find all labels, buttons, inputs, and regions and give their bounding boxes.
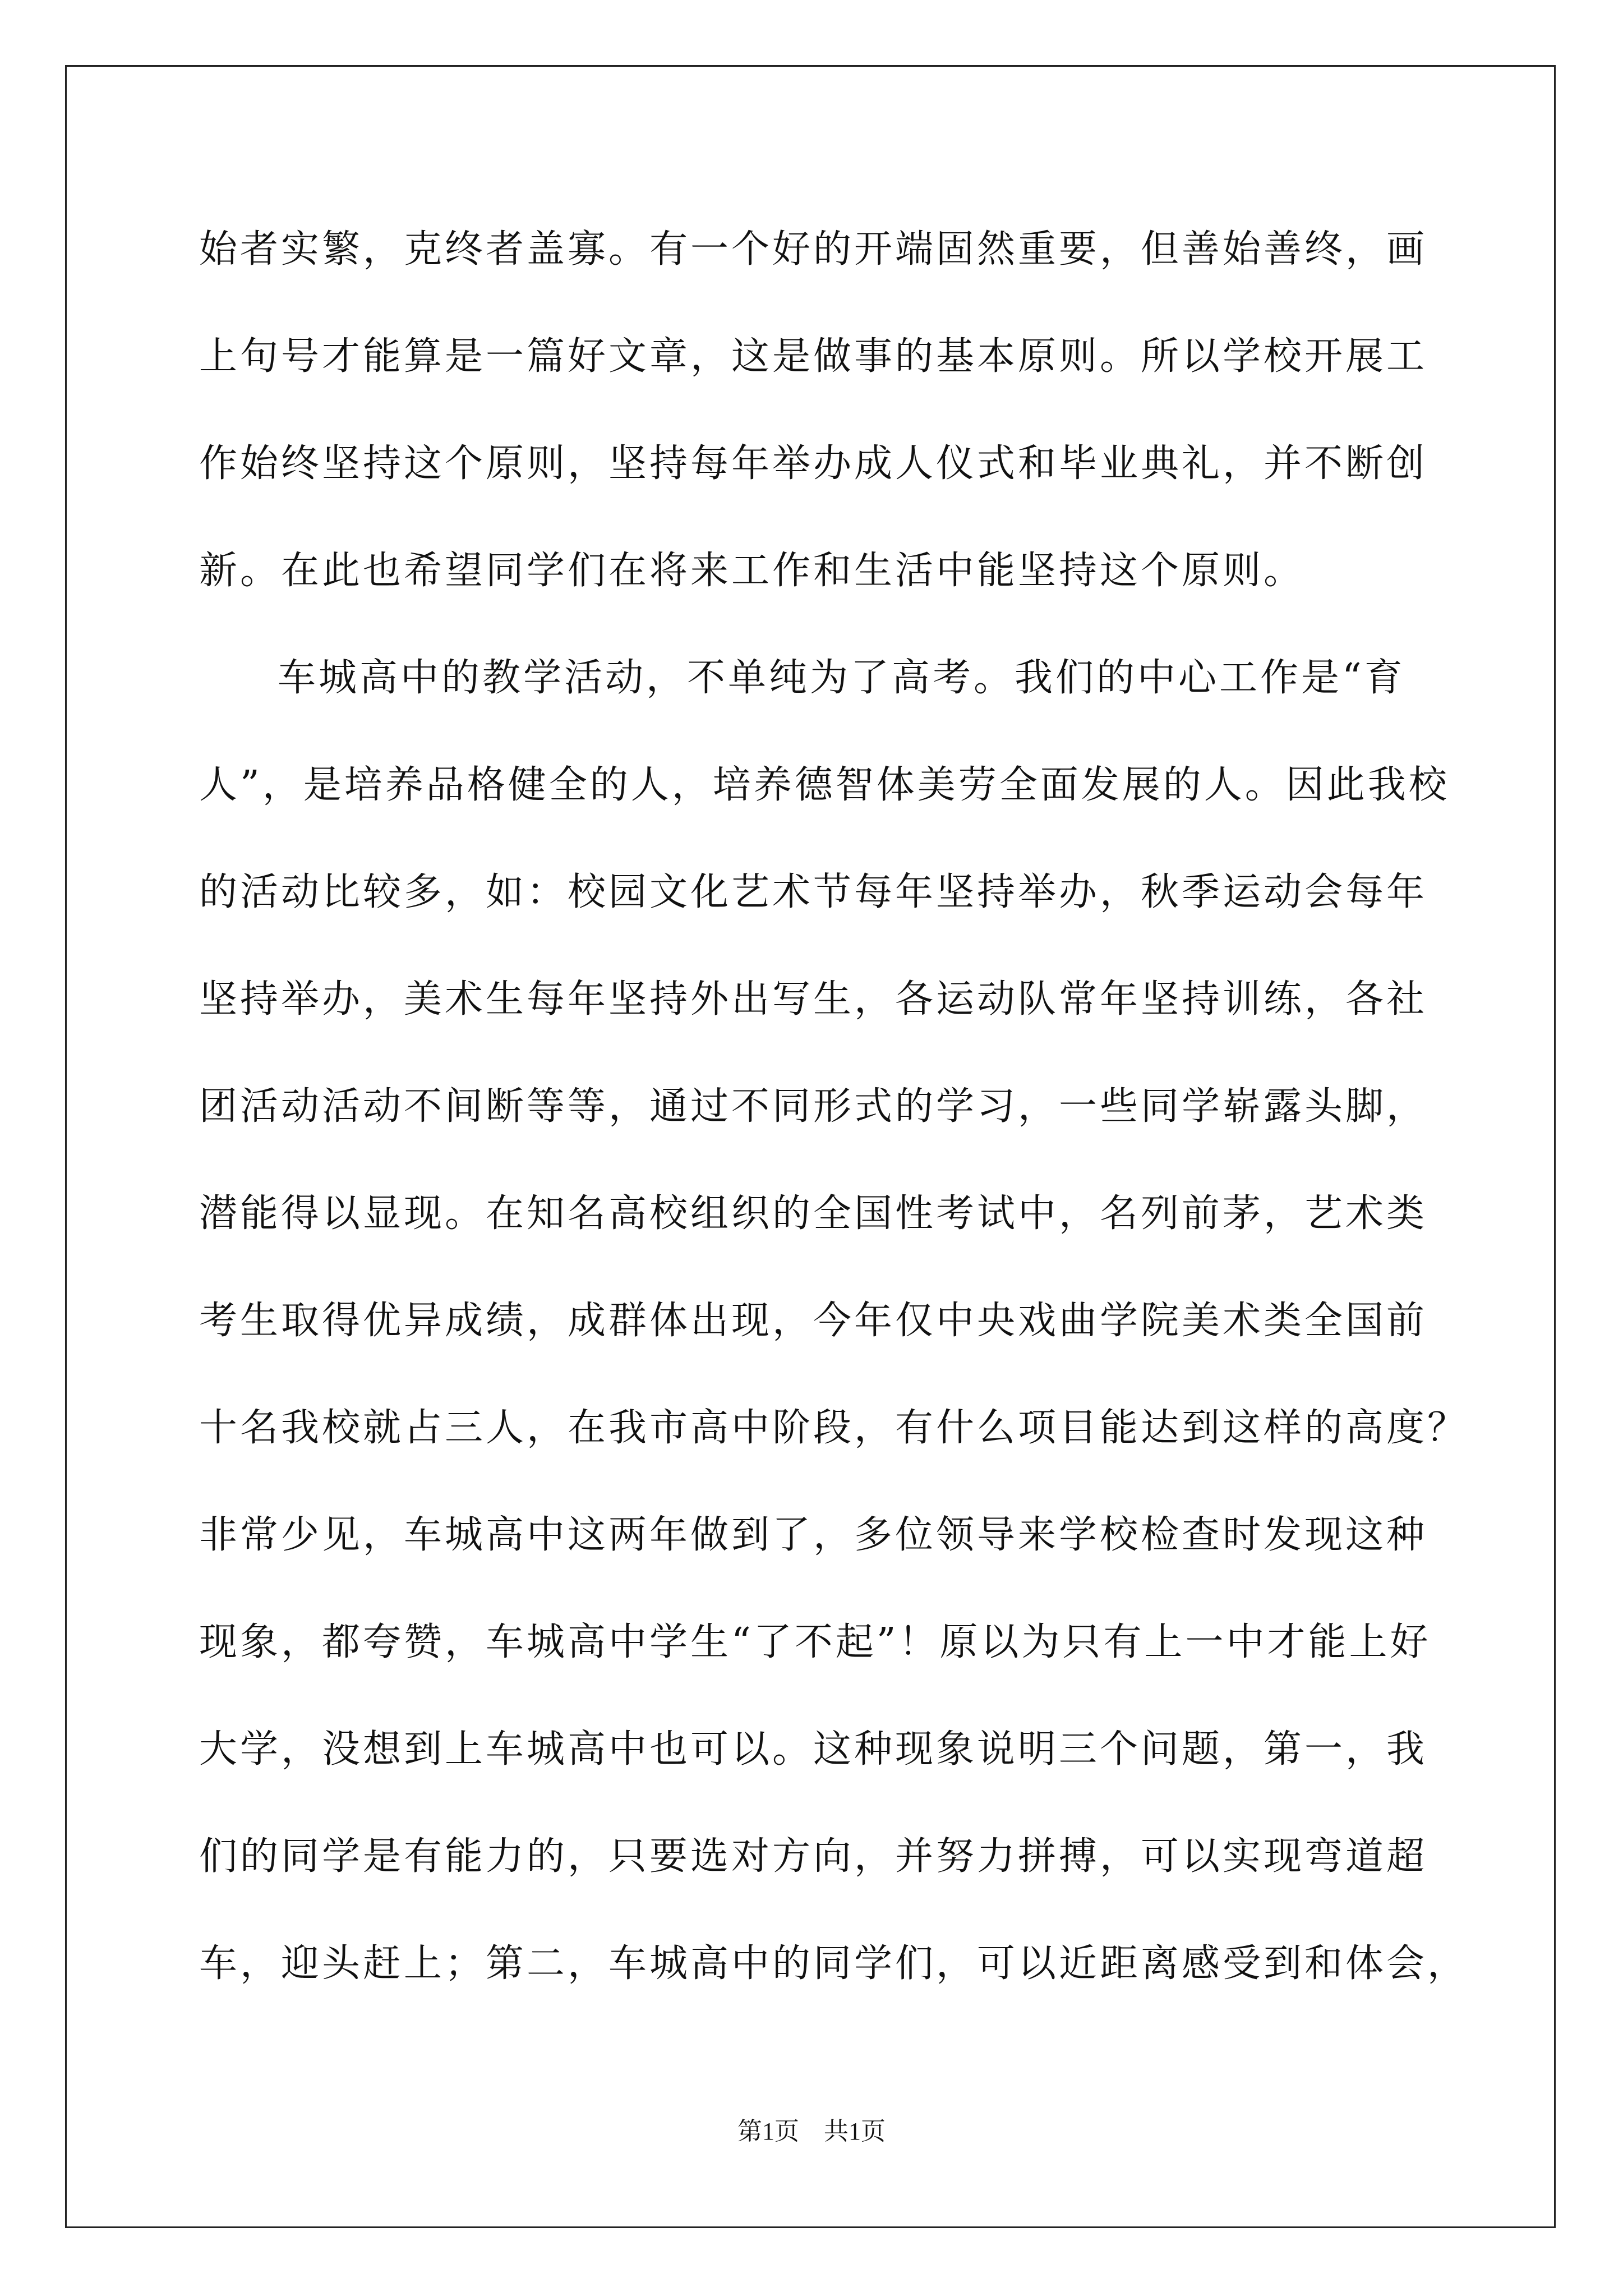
text-line: 团活动活动不间断等等，通过不同形式的学习，一些同学崭露头脚， xyxy=(199,1084,1428,1129)
text-line: 人”，是培养品格健全的人，培养德智体美劳全面发展的人。因此我校 xyxy=(199,763,1450,807)
text-line: 十名我校就占三人，在我市高中阶段，有什么项目能达到这样的高度？ xyxy=(199,1406,1469,1450)
text-line: 坚持举办，美术生每年坚持外出写生，各运动队常年坚持训练，各社 xyxy=(199,977,1428,1022)
text-line: 潜能得以显现。在知名高校组织的全国性考试中，名列前茅，艺术类 xyxy=(199,1191,1428,1236)
text-line: 作始终坚持这个原则，坚持每年举办成人仪式和毕业典礼，并不断创 xyxy=(199,441,1428,486)
text-line: 考生取得优异成绩，成群体出现，今年仅中央戏曲学院美术类全国前 xyxy=(199,1299,1428,1343)
text-line: 新。在此也希望同学们在将来工作和生活中能坚持这个原则。 xyxy=(199,549,1305,593)
text-line: 非常少见，车城高中这两年做到了，多位领导来学校检查时发现这种 xyxy=(199,1513,1428,1557)
paragraph-first-line: 车城高中的教学活动，不单纯为了高考。我们的中心工作是“育 xyxy=(278,656,1405,700)
text-line: 的活动比较多，如：校园文化艺术节每年坚持举办，秋季运动会每年 xyxy=(199,870,1428,914)
document-body xyxy=(199,222,1469,2043)
text-line: 大学，没想到上车城高中也可以。这种现象说明三个问题，第一，我 xyxy=(199,1727,1428,1772)
text-line: 始者实繁，克终者盖寡。有一个好的开端固然重要，但善始善终，画 xyxy=(199,227,1428,272)
text-line: 车，迎头赶上；第二，车城高中的同学们，可以近距离感受到和体会， xyxy=(199,1941,1469,1986)
text-line: 们的同学是有能力的，只要选对方向，并努力拼搏，可以实现弯道超 xyxy=(199,1834,1428,1879)
text-line: 现象，都夸赞，车城高中学生“了不起”！原以为只有上一中才能上好 xyxy=(199,1620,1431,1664)
text-line: 上句号才能算是一篇好文章，这是做事的基本原则。所以学校开展工 xyxy=(199,334,1428,379)
page-number-footer: 第1页 共1页 xyxy=(737,2118,886,2145)
